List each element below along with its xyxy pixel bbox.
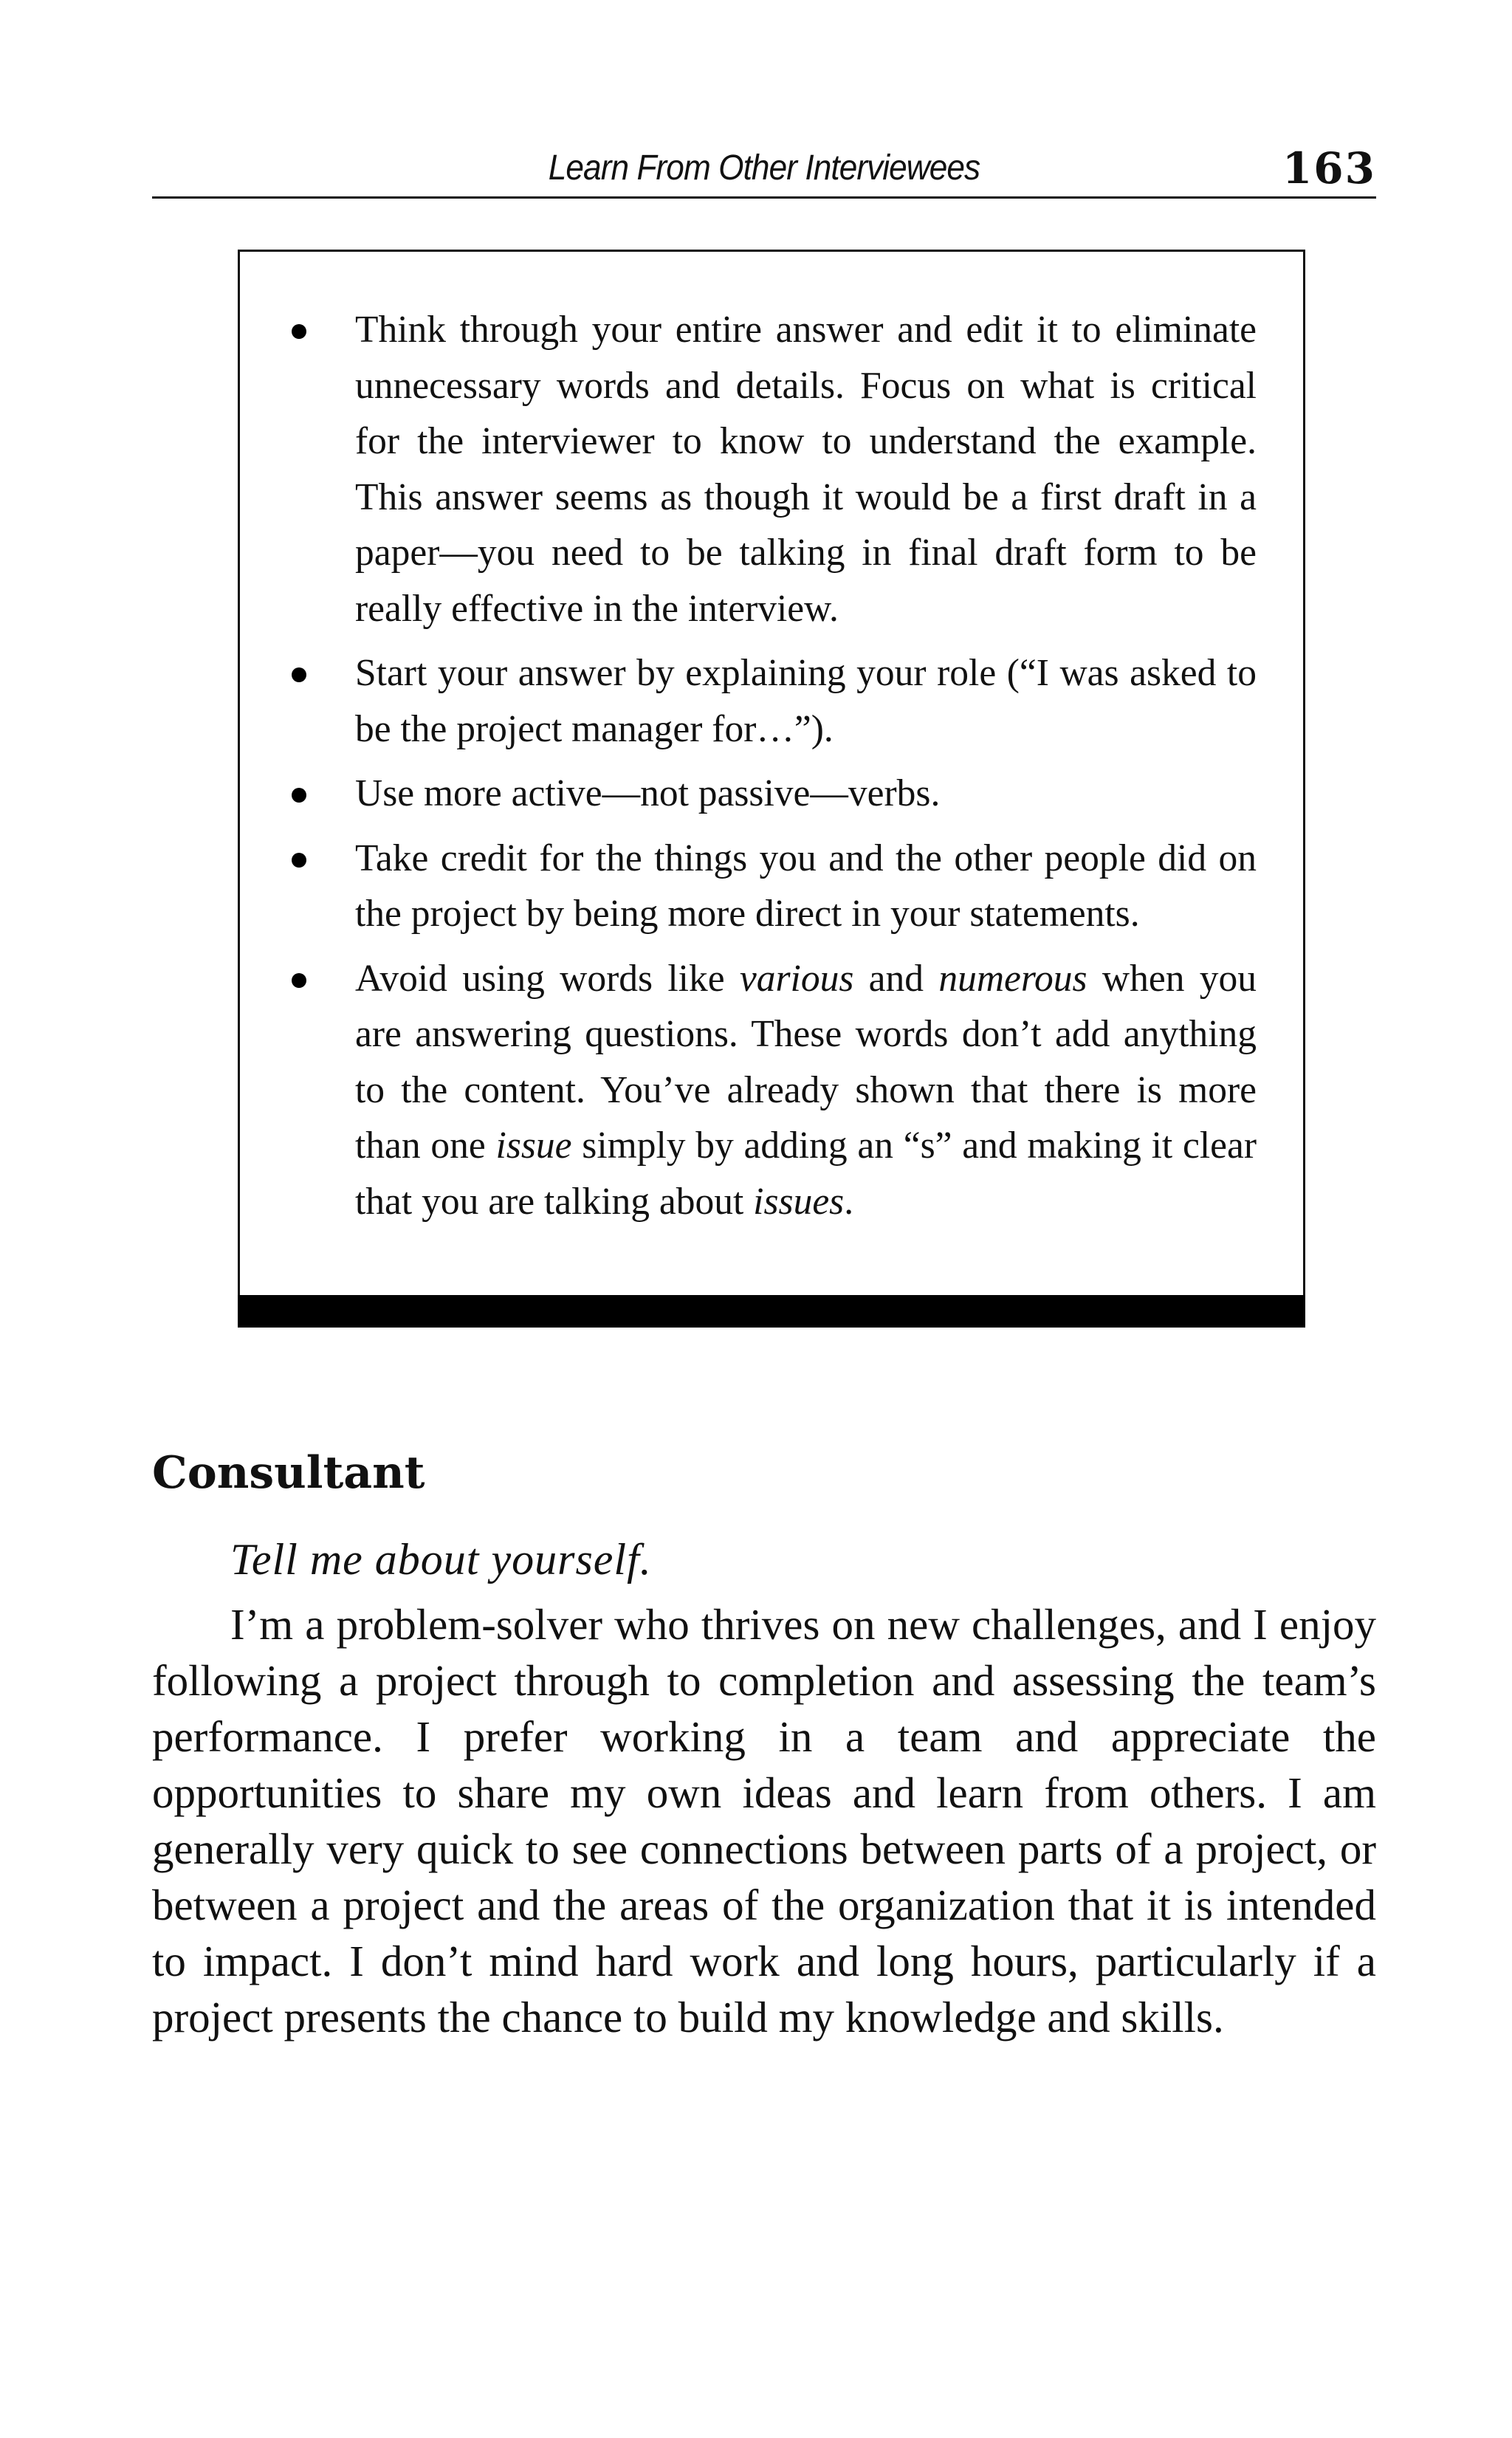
tip-item: [355, 831, 1257, 942]
tip-text: Think through your entire answer and edit it to eliminate unnecessary words and details. Focus on what is critical for the interviewer to know to understand the example. This answer seems as though it would be a first draft in a paper—you need to be talking in final draft form to be really effective in the interview.: [355, 309, 1257, 630]
bullet-icon: [292, 667, 306, 682]
bullet-icon: [292, 788, 306, 803]
bullet-icon: [292, 973, 306, 988]
interview-answer: I’m a problem-solver who thrives on new challenges, and I enjoy following a project through to completion and assessing the team’s performance. I prefer working in a team and appreciate the opportunities to share my own ideas and learn from others. I am generally very quick to see connections between parts of a project, or between a project and the areas of the organization that it is intended to impact. I don’t mind hard work and long hours, particularly if a project presents the chance to build my knowledge and skills.: [152, 1600, 1376, 2042]
bullet-icon: [292, 853, 306, 868]
section-heading: Consultant: [152, 1447, 425, 1499]
tip-item: [355, 951, 1257, 1230]
interview-question: Tell me about yourself.: [230, 1535, 652, 1584]
tip-list: [355, 302, 1257, 1238]
tip-item: [355, 645, 1257, 757]
running-title: Learn From Other Interviewees: [548, 148, 980, 188]
tip-text: Avoid using words like various and numerous when you are answering questions. These words don’t add anything to the content. You’ve already shown that there is more than one issue simply by adding an “s” and making it clear that you are talking about issues.: [355, 957, 1257, 1223]
page-header: [152, 145, 1376, 199]
page-number: 163: [1282, 143, 1376, 193]
tip-text: Start your answer by explaining your role (“I was asked to be the project manager for…”).: [355, 652, 1257, 750]
tips-box: [238, 250, 1305, 1328]
tip-item: [355, 766, 1257, 822]
tip-item: [355, 302, 1257, 636]
tip-text: Use more active—not passive—verbs.: [355, 772, 941, 814]
tip-text: Take credit for the things you and the other people did on the project by being more direct in your statements.: [355, 837, 1257, 935]
bullet-icon: [292, 324, 306, 339]
tips-box-bottom-bar: [238, 1295, 1305, 1328]
